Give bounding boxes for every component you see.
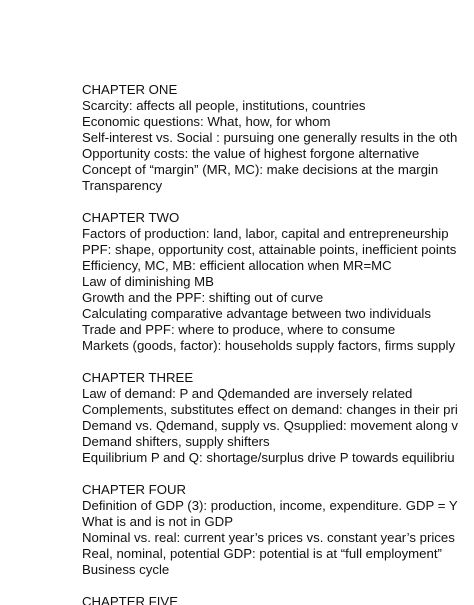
document-content xyxy=(82,82,474,605)
chapter-title: CHAPTER FIVE xyxy=(82,594,178,605)
chapter-line: Law of demand: P and Qdemanded are inversely related xyxy=(82,386,413,401)
chapter-line: Economic questions: What, how, for whom xyxy=(82,114,331,129)
chapter-title: CHAPTER TWO xyxy=(82,210,180,225)
chapter-line: Complements, substitutes effect on demand: changes in their pri xyxy=(82,402,458,417)
chapter-line: Efficiency, MC, MB: efficient allocation when MR=MC xyxy=(82,258,392,273)
chapter-line: Opportunity costs: the value of highest forgone alternative xyxy=(82,146,420,161)
chapter-line: Real, nominal, potential GDP: potential is at “full employment” xyxy=(82,546,442,561)
chapter-line: Self-interest vs. Social : pursuing one generally results in the oth xyxy=(82,130,458,145)
chapter-line: Concept of “margin” (MR, MC): make decisions at the margin xyxy=(82,162,439,177)
chapter-line: Growth and the PPF: shifting out of curve xyxy=(82,290,324,305)
chapter-line: PPF: shape, opportunity cost, attainable points, inefficient points xyxy=(82,242,457,257)
chapter-one xyxy=(82,82,474,194)
chapter-five xyxy=(82,594,474,605)
chapter-line: Demand shifters, supply shifters xyxy=(82,434,270,449)
chapter-line: Trade and PPF: where to produce, where to consume xyxy=(82,322,396,337)
chapter-line: Equilibrium P and Q: shortage/surplus drive P towards equilibriu xyxy=(82,450,455,465)
chapter-line: Transparency xyxy=(82,178,163,193)
chapter-line: What is and is not in GDP xyxy=(82,514,233,529)
chapter-line: Demand vs. Qdemand, supply vs. Qsupplied: movement along v xyxy=(82,418,459,433)
chapter-line: Nominal vs. real: current year’s prices vs. constant year’s prices xyxy=(82,530,455,545)
chapter-line: Calculating comparative advantage between two individuals xyxy=(82,306,431,321)
chapter-line: Markets (goods, factor): households supply factors, firms supply xyxy=(82,338,456,353)
chapter-line: Factors of production: land, labor, capital and entrepreneurship xyxy=(82,226,449,241)
chapter-line: Scarcity: affects all people, institutions, countries xyxy=(82,98,366,113)
chapter-line: Business cycle xyxy=(82,562,170,577)
chapter-line: Law of diminishing MB xyxy=(82,274,214,289)
chapter-title: CHAPTER FOUR xyxy=(82,482,187,497)
chapter-line: Definition of GDP (3): production, income, expenditure. GDP = Y xyxy=(82,498,458,513)
chapter-two xyxy=(82,210,474,354)
chapter-title: CHAPTER THREE xyxy=(82,370,194,385)
chapter-three xyxy=(82,370,474,466)
chapter-title: CHAPTER ONE xyxy=(82,82,178,97)
chapter-four xyxy=(82,482,474,578)
